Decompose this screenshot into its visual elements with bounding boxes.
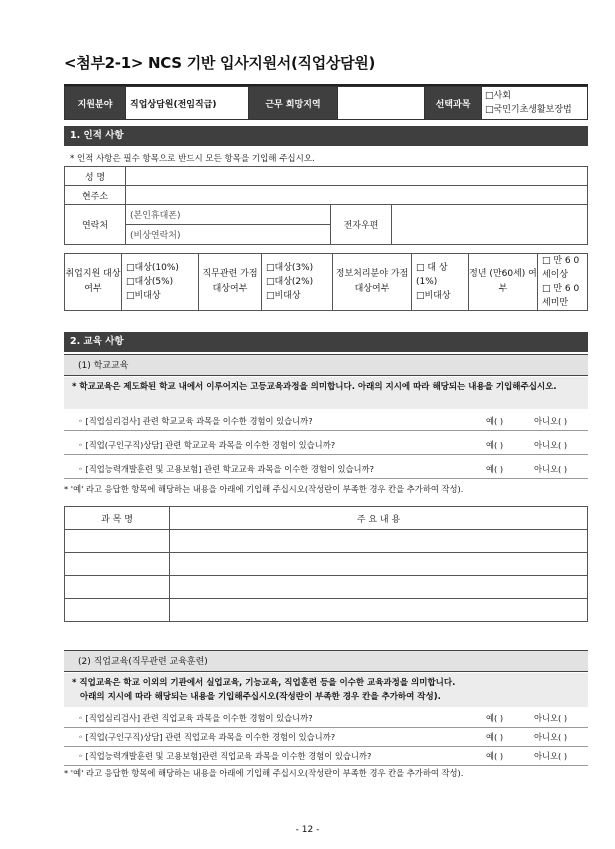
yes-checkbox[interactable]: 예( ) [486,416,504,426]
vocational-question-row [64,728,588,747]
question-text: ◦ [직업(구인구직)상담] 관련 학교교육 과목을 이수한 경험이 있습니까? [78,440,336,450]
contact-label: 연락처 [65,205,126,245]
no-checkbox[interactable]: 아니오( ) [534,464,568,474]
field-value[interactable]: 직업상담원(전임직급) [126,87,249,120]
question-text: ◦ [직업능력개발훈련 및 고용보험]관련 직업교육 과목을 이수한 경험이 있습니까? [78,751,372,761]
vocational-footnote: * '예' 라고 응답한 항목에 해당하는 내용을 아래에 기입해 주십시오(작성란이 부족한 경우 칸을 추가하여 작성). [64,768,464,778]
info-option-rate: (1%) [416,277,438,287]
email-field[interactable] [392,205,588,245]
job-option-none[interactable]: □비대상 [266,291,301,301]
subject-cell[interactable] [65,576,170,599]
job-option-2[interactable]: □대상(2%) [266,277,314,287]
email-label: 전자우편 [331,205,392,245]
employment-option-none[interactable]: □비대상 [126,291,161,301]
page-title: <첨부2-1> NCS 기반 입사지원서(직업상담원) [64,54,376,72]
subject-cell[interactable] [65,530,170,553]
yes-checkbox[interactable]: 예( ) [486,751,504,761]
name-label: 성 명 [65,167,126,186]
question-text: ◦ [직업능력개발훈련 및 고용보험] 관련 학교교육 과목을 이수한 경험이 있습니까? [78,464,374,474]
retirement-label: 정년 (만60세) 여부 [469,254,538,311]
emergency-field[interactable]: (비상연락처) [126,225,331,245]
address-field[interactable] [126,186,588,205]
yes-checkbox[interactable]: 예( ) [486,732,504,742]
region-label: 근무 희망지역 [249,87,338,120]
content-cell[interactable] [170,530,588,553]
region-field[interactable] [338,87,425,120]
content-cell[interactable] [170,576,588,599]
subject-column-header: 과 목 명 [65,507,170,530]
employment-option-10[interactable]: □대상(10%) [126,263,179,273]
school-question-row [64,412,588,431]
vocational-question-row [64,747,588,766]
info-option-yes[interactable]: □ 대 상 [416,263,448,273]
vocational-question-row [64,709,588,728]
school-footnote: * '예' 라고 응답한 항목에 해당하는 내용을 아래에 기입해 주십시오(작성란이 부족한 경우 칸을 추가하여 작성). [64,484,464,494]
question-text: ◦ [직업심리검사] 관련 직업교육 과목을 이수한 경험이 있습니까? [78,713,313,723]
eligibility-table [64,253,588,311]
vocational-education-subheading: (2) 직업교육(직무관련 교육훈련) [64,650,588,672]
info-options[interactable] [412,254,469,311]
vocational-notice-line1: * 직업교육은 학교 이외의 기관에서 실업교육, 기능교육, 직업훈련 등을 이수한 교육과정을 의미합니다. [72,678,456,688]
application-header-table [64,86,588,120]
school-education-notice: * 학교교육은 제도화된 학교 내에서 이루어지는 고등교육과정을 의미합니다. 아래의 지시에 따라 해당되는 내용을 기입해주십시오. [64,377,588,409]
section1-note: * 인적 사항은 필수 항목으로 반드시 모든 항목을 기입해 주십시오. [70,154,315,164]
retire-option-over[interactable]: □ 만 6 0 세이상 [542,256,580,280]
vocational-education-notice [64,673,588,707]
yes-checkbox[interactable]: 예( ) [486,713,504,723]
school-education-subheading: (1) 학교교육 [64,354,588,376]
no-checkbox[interactable]: 아니오( ) [534,751,568,761]
vocational-notice-line2: 아래의 지시에 따라 해당되는 내용을 기입해주십시오(작성란이 부족한 경우 칸을 추가하여 작성). [80,692,441,702]
employment-option-5[interactable]: □대상(5%) [126,277,174,287]
no-checkbox[interactable]: 아니오( ) [534,416,568,426]
subject-cell[interactable] [65,599,170,622]
job-related-label: 직무관련 가점 대상여부 [199,254,262,311]
school-question-row [64,460,588,479]
info-processing-label: 정보처리분야 가점대상여부 [333,254,412,311]
yes-checkbox[interactable]: 예( ) [486,440,504,450]
info-option-none[interactable]: □비대상 [416,291,451,301]
job-options[interactable] [262,254,333,311]
no-checkbox[interactable]: 아니오( ) [534,440,568,450]
school-subject-table [64,506,588,622]
retirement-options[interactable] [538,254,588,311]
name-field[interactable] [126,167,588,186]
subject-option-social[interactable]: □사회 [485,91,511,101]
content-column-header: 주 요 내 용 [170,507,588,530]
subject-option-welfare-law[interactable]: □국민기초생활보장법 [485,105,572,115]
subject-cell[interactable] [65,553,170,576]
content-cell[interactable] [170,599,588,622]
phone-field[interactable]: (본인휴대폰) [126,205,331,225]
personal-info-table [64,166,588,245]
section1-heading: 1. 인적 사항 [64,126,588,146]
question-text: ◦ [직업(구인구직)상담] 관련 직업교육 과목을 이수한 경험이 있습니까? [78,732,336,742]
content-cell[interactable] [170,553,588,576]
subject-label: 선택과목 [425,87,482,120]
question-text: ◦ [직업심리검사] 관련 학교교육 과목을 이수한 경험이 있습니까? [78,416,313,426]
page-number: - 12 - [295,825,320,835]
section2-heading: 2. 교육 사항 [64,332,588,352]
no-checkbox[interactable]: 아니오( ) [534,732,568,742]
yes-checkbox[interactable]: 예( ) [486,464,504,474]
employment-options[interactable] [122,254,199,311]
field-label: 지원분야 [65,87,126,120]
school-question-row [64,436,588,455]
employment-support-label: 취업지원 대상여부 [65,254,122,311]
retire-option-under[interactable]: □ 만 6 0 세미만 [542,284,580,308]
no-checkbox[interactable]: 아니오( ) [534,713,568,723]
address-label: 현주소 [65,186,126,205]
subject-options[interactable] [482,87,588,120]
job-option-3[interactable]: □대상(3%) [266,263,314,273]
